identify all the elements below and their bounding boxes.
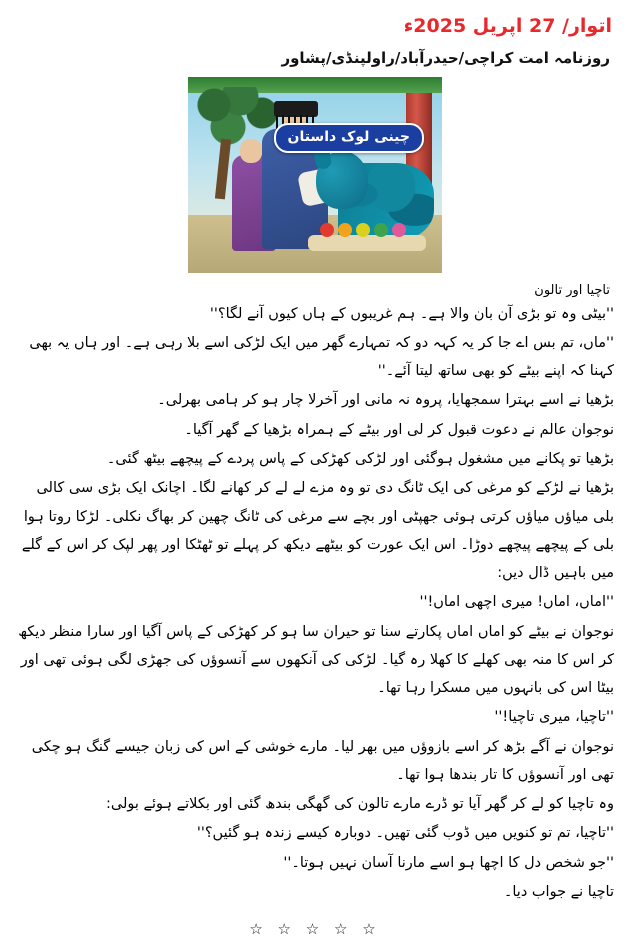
article-paragraph: تاچیا نے جواب دیا۔ [503,884,614,900]
article-paragraph: ''تاچیا، میری تاچیا!'' [494,709,614,726]
publication-date: اتوار/ 27 اپریل 2025ء [403,15,612,37]
fruit-item [338,223,352,237]
article-paragraph: ''بیٹی وہ تو بڑی آن بان والا ہے۔ ہم غریبوں کے ہاں کیوں آنے لگا؟'' [209,305,614,322]
illustration-container [14,77,616,273]
story-title: تاچیا اور تالون [534,282,610,298]
article-paragraph: بڑھیا تو پکانے میں مشغول ہوگئی اور لڑکی کھڑکی کے پاس پردے کے پیچھے بیٹھ گئی۔ [106,451,614,468]
attendant-head [240,139,262,163]
emperor-and-peacock-illustration [188,77,442,273]
article-paragraph: بڑھیا نے لڑکے کو مرغی کی ایک ٹانگ دی تو وہ مزے لے لے کر کھانے لگا۔ اچانک ایک بڑی سی کالی بلی میاؤں میاؤں کرتی ہوئی جھپٹی اور بچے سے مرغی کی ٹانگ چھین کر بھاگ نکلی۔ لڑکا روتا ہوا بلی کے پیچھے پیچھے دوڑا۔ اس ایک عورت کو بیٹھے دیکھ کر پہلے تو ٹھٹکا اور پھر لپک کر اس کے گلے میں باہیں ڈال دیں: [21,480,614,582]
article-body [16,300,614,907]
article-paragraph: وہ تاچیا کو لے کر گھر آیا تو ڈرے مارے تالون کی گھگی بندھ گئی اور بکلاتے ہوئے بولی: [105,796,614,813]
fruit-item [374,223,388,237]
article-paragraph: نوجوان نے آگے بڑھ کر اسے بازوؤں میں بھر لیا۔ مارے خوشی کے اس کی زبان جیسے گنگ ہو چکی تھی اور آنسوؤں کا تار بندھا ہوا تھا۔ [31,738,614,783]
publication-editions: روزنامہ امت کراچی/حیدرآباد/راولپنڈی/پشاور [281,48,610,67]
fruit-item [320,223,334,237]
article-paragraph: ''تاچیا، تم تو کنویں میں ڈوب گئی تھیں۔ دوبارہ کیسے زندہ ہو گئیں؟'' [196,825,614,842]
fruit-item [392,223,406,237]
fruit-table [308,235,426,251]
article-paragraph: نوجوان عالم نے دعوت قبول کر لی اور بیٹے کے ہمراہ بڑھیا کے گھر آگیا۔ [184,421,614,438]
article-paragraph: بڑھیا نے اسے بہترا سمجھایا، پروہ نہ مانی اور آخرلا چار ہو کر ہامی بھرلی۔ [157,392,614,409]
fruit-item [356,223,370,237]
article-end-ornament: ☆ ☆ ☆ ☆ ☆ [249,920,381,939]
article-paragraph: نوجوان نے بیٹے کو اماں اماں پکارتے سنا تو حیران سا ہو کر کھڑکی کے پاس آگیا اور سارا منظر دیکھ کر اس کا منہ بھی کھلے کا کھلا رہ گیا۔ لڑکی کی آنکھوں سے آنسوؤں کی جھڑی لگی ہوئی تھی اور بیٹا اس کی بانہوں میں مسکرا رہا تھا۔ [18,623,614,697]
article-paragraph: ''ماں، تم بس اے جا کر یہ کہہ دو کہ تمہارے گھر میں ایک لڑکی اسے بلا رہی ہے۔ اور ہاں یہ بھی کہنا کہ اپنے بیٹے کو بھی ساتھ لیتا آئے۔'' [29,334,614,380]
article-paragraph: ''جو شخص دل کا اچھا ہو اسے مارنا آسان نہیں ہوتا۔'' [283,854,614,871]
story-category-badge: چینی لوک داستان [274,123,424,153]
article-paragraph: ''اماں، اماں! میری اچھی اماں!'' [419,594,614,611]
